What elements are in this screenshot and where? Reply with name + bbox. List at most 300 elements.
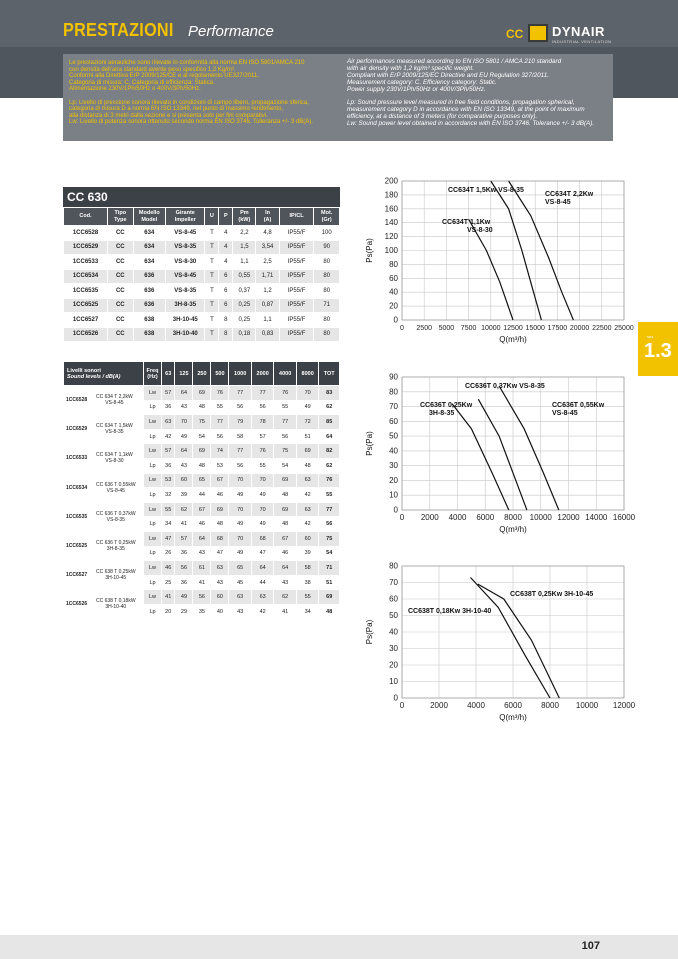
sound-cell: 49: [251, 517, 274, 532]
sound-cell: 69: [274, 502, 297, 517]
spec-cell: 3H-8-35: [166, 298, 205, 313]
sound-cell: 75: [274, 444, 297, 459]
sound-cell: 83: [319, 386, 340, 401]
spec-cell: 6: [219, 298, 233, 313]
sound-model-line2: VS-8-30: [105, 458, 124, 465]
sound-cell: 43: [211, 575, 229, 590]
spec-cell: T: [205, 298, 219, 313]
sound-cell: 63: [211, 561, 229, 576]
sound-model-cell: [64, 590, 144, 619]
sound-cell: 48: [296, 458, 319, 473]
sound-level-type: Lp: [144, 429, 162, 444]
series-label: CC634T 1,5Kw VS-8-35: [448, 187, 524, 194]
sound-cell: 60: [211, 590, 229, 605]
sound-cell: 76: [211, 386, 229, 401]
sound-cell: 75: [319, 531, 340, 546]
y-tick-label: 40: [389, 446, 398, 456]
sound-cell: 62: [319, 400, 340, 415]
sound-model: [96, 394, 133, 406]
spec-cell: VS-8-35: [166, 284, 205, 299]
sound-level-type: Lp: [144, 546, 162, 561]
series-label-line2: 3H-8-35: [429, 410, 455, 417]
series-label-line2: VS-8-45: [552, 410, 578, 417]
spec-col-header-line1: Tipo: [114, 210, 127, 216]
sound-model: [96, 569, 136, 581]
sound-cell: 43: [274, 575, 297, 590]
spec-cell: CC: [108, 269, 134, 284]
note-it-line: alla distanza di 3 metri dalla sezione e si presenta solo per fini comparativi.: [69, 112, 268, 119]
sound-cell: 79: [229, 415, 252, 430]
sound-cell: 42: [296, 517, 319, 532]
sound-cell: 54: [193, 429, 211, 444]
spec-col-header-line2: (Gr): [321, 216, 332, 223]
sound-model: [96, 511, 136, 523]
series-label: CC634T 2,2Kw: [545, 191, 594, 198]
sound-cell: 64: [274, 561, 297, 576]
sound-cell: 85: [319, 415, 340, 430]
sound-model-line2: VS-8-35: [105, 429, 124, 436]
spec-cell: 1CC6526: [64, 327, 108, 342]
x-tick-label: 0: [399, 513, 405, 522]
y-tick-label: 140: [384, 218, 398, 228]
spec-col-header-line1: Mot.: [321, 210, 333, 216]
sound-model: [96, 423, 133, 435]
spec-cell: T: [205, 240, 219, 255]
spec-cell: 634: [133, 240, 165, 255]
sound-cell: 51: [319, 575, 340, 590]
sound-cell: 74: [211, 444, 229, 459]
table-row: [64, 284, 340, 299]
sound-cell: 69: [193, 444, 211, 459]
sound-cell: 55: [319, 488, 340, 503]
sound-model-cell: [64, 386, 144, 415]
x-tick-label: 2000: [420, 513, 439, 522]
sound-cell: 70: [229, 531, 252, 546]
sound-cell: 56: [274, 429, 297, 444]
series-label: CC: [506, 27, 524, 41]
sound-level-type: Lw: [144, 531, 162, 546]
table-row: [64, 473, 340, 488]
x-tick-label: 16000: [612, 513, 636, 522]
sound-cell: 76: [319, 473, 340, 488]
sound-cell: 56: [251, 400, 274, 415]
band-header: 8000: [296, 362, 319, 386]
spec-cell: 1,5: [233, 240, 256, 255]
sound-cell: 49: [229, 546, 252, 561]
sound-cell: 38: [296, 575, 319, 590]
y-tick-label: 10: [389, 490, 398, 500]
brand-name: DYNAIR: [552, 24, 605, 39]
section-number: 1.3: [644, 340, 672, 362]
spec-col-header: [108, 208, 134, 226]
y-tick-label: 60: [389, 594, 398, 604]
y-tick-label: 100: [384, 246, 398, 255]
sound-model-line2: 3H-8-35: [106, 546, 125, 553]
note-it-line: Alimentazione 230V/1Ph/50Hz o 400V/3Ph/50Hz.: [69, 86, 201, 93]
sound-level-type: Lp: [144, 488, 162, 503]
spec-col-header: [314, 208, 340, 226]
spec-cell: 638: [133, 313, 165, 328]
sound-cell: 70: [251, 473, 274, 488]
spec-cell: 2,5: [256, 255, 279, 270]
table-row: [64, 269, 340, 284]
sound-cell: 42: [162, 429, 175, 444]
series-label-line2: VS-8-45: [545, 199, 571, 206]
spec-col-header: [219, 208, 233, 226]
note-en-line: Lw: Sound power level obtained in accordance with EN ISO 3746. Tolerance +/- 3 dB(A).: [347, 120, 595, 128]
spec-col-header: [166, 208, 205, 226]
sound-cell: 70: [251, 502, 274, 517]
sound-cell: 44: [193, 488, 211, 503]
sound-model-cell: [64, 561, 144, 590]
spec-col-header-line1: In: [265, 210, 270, 216]
spec-col-header: [233, 208, 256, 226]
y-tick-label: 20: [389, 475, 398, 485]
band-header: TOT: [319, 362, 340, 386]
sound-cell: 67: [193, 502, 211, 517]
spec-table-title: CC 630: [63, 187, 340, 207]
spec-cell: 0,55: [233, 269, 256, 284]
spec-cell: 638: [133, 327, 165, 342]
sound-cell: 63: [296, 502, 319, 517]
x-tick-label: 0: [399, 701, 405, 710]
spec-cell: T: [205, 269, 219, 284]
sound-cell: 43: [193, 546, 211, 561]
spec-cell: T: [205, 327, 219, 342]
sound-model-line2: VS-8-45: [106, 487, 125, 494]
sound-cell: 77: [211, 415, 229, 430]
sound-cell: 49: [175, 590, 193, 605]
spec-cell: 80: [314, 313, 340, 328]
x-axis-label: Q(m³/h): [499, 713, 527, 722]
x-tick-label: 4000: [448, 513, 467, 522]
page-title: PRESTAZIONI: [63, 20, 174, 40]
spec-cell: 636: [133, 298, 165, 313]
table-row: [64, 298, 340, 313]
table-row: [64, 502, 340, 517]
sound-cell: 42: [251, 604, 274, 619]
table-row: [64, 313, 340, 328]
x-tick-label: 17500: [547, 325, 568, 332]
sound-cell: 77: [251, 386, 274, 401]
sound-level-type: Lw: [144, 444, 162, 459]
sound-model-line1: CC 634 T 1,5kW: [96, 423, 133, 430]
sound-cell: 82: [319, 444, 340, 459]
sound-cell: 70: [175, 415, 193, 430]
sound-cell: 49: [229, 517, 252, 532]
chart-3: [360, 556, 636, 731]
sound-cell: 63: [229, 590, 252, 605]
sound-cell: 64: [175, 386, 193, 401]
sound-cell: 64: [193, 531, 211, 546]
sound-cell: 56: [319, 517, 340, 532]
sound-model: [96, 482, 136, 494]
sound-cell: 65: [193, 473, 211, 488]
sound-cell: 55: [162, 502, 175, 517]
sound-cell: 43: [229, 604, 252, 619]
spec-cell: 634: [133, 226, 165, 241]
spec-cell: T: [205, 284, 219, 299]
spec-col-header-line1: U: [209, 213, 214, 220]
sound-cell: 57: [175, 531, 193, 546]
spec-cell: 0,18: [233, 327, 256, 342]
spec-cell: 71: [314, 298, 340, 313]
spec-cell: T: [205, 313, 219, 328]
page-number: 107: [581, 940, 600, 952]
spec-cell: T: [205, 255, 219, 270]
sound-cell: 60: [296, 531, 319, 546]
spec-cell: IP55/F: [279, 240, 314, 255]
sound-level-type: Lp: [144, 604, 162, 619]
y-tick-label: 50: [389, 611, 398, 620]
spec-col-header-line1: IP/CL: [289, 213, 304, 220]
sound-cell: 70: [229, 502, 252, 517]
sound-cell: 39: [296, 546, 319, 561]
spec-cell: 634: [133, 255, 165, 270]
spec-col-header-line1: P: [223, 213, 228, 220]
note-it-line: categoria di misura D a norma EN ISO 13349, nel punto di massimo rendimento,: [69, 106, 284, 113]
sound-cell: 48: [193, 458, 211, 473]
spec-cell: VS-8-45: [166, 269, 205, 284]
sound-model-line2: VS-8-35: [106, 516, 125, 523]
section-tab: [638, 322, 678, 376]
spec-cell: CC: [108, 284, 134, 299]
sound-cell: 49: [229, 488, 252, 503]
sound-code: 1CC6525: [66, 543, 88, 550]
sound-cell: 69: [211, 502, 229, 517]
y-tick-label: 20: [389, 660, 398, 670]
sound-code: 1CC6533: [66, 455, 88, 462]
spec-col-header-line1: Pm: [240, 210, 249, 216]
spec-col-header-line2: (A): [263, 216, 272, 223]
sound-cell: 70: [296, 386, 319, 401]
y-tick-label: 180: [384, 190, 398, 200]
spec-table: [63, 187, 340, 342]
sound-cell: 49: [175, 429, 193, 444]
sound-cell: 40: [211, 604, 229, 619]
sound-cell: 56: [211, 429, 229, 444]
sound-code: 1CC6526: [66, 601, 88, 608]
x-tick-label: 22500: [592, 325, 612, 332]
sound-cell: 25: [162, 575, 175, 590]
spec-cell: IP55/F: [279, 313, 314, 328]
y-tick-label: 0: [393, 505, 398, 515]
spec-cell: 1CC6525: [64, 298, 108, 313]
spec-cell: IP55/F: [279, 327, 314, 342]
y-tick-label: 10: [389, 677, 398, 686]
sound-cell: 43: [175, 458, 193, 473]
sound-model: [96, 598, 136, 610]
section-small-label: sez.: [647, 334, 655, 339]
sound-model-cell: [64, 444, 144, 473]
x-axis-label: Q(m³/h): [499, 525, 527, 534]
sound-model-line1: CC 638 T 0,18kW: [96, 598, 136, 605]
sound-model: [96, 540, 136, 552]
band-header: 2000: [251, 362, 274, 386]
note-en-line: Air performances measured according to EN ISO 5801 / AMCA 210 standard: [347, 58, 562, 65]
sound-code: 1CC6528: [66, 397, 88, 404]
spec-cell: 0,25: [233, 298, 256, 313]
sound-model-line2: 3H-10-45: [105, 575, 127, 582]
table-row: [64, 255, 340, 270]
sound-cell: 67: [211, 473, 229, 488]
sound-cell: 56: [229, 400, 252, 415]
sound-cell: 46: [193, 517, 211, 532]
spec-cell: IP55/F: [279, 284, 314, 299]
band-header: 125: [175, 362, 193, 386]
series-line: [478, 399, 527, 510]
sound-cell: 32: [162, 488, 175, 503]
sound-model-cell: [64, 473, 144, 502]
note-it-line: Lp: Livello di pressione sonora rilevato in condizioni di campo libero, propagazione sferica,: [69, 99, 309, 106]
x-tick-label: 5000: [438, 325, 455, 332]
spec-col-header-line2: Type: [114, 216, 127, 223]
series-label: CC636T 0,55Kw: [552, 402, 605, 409]
table-row: [64, 327, 340, 342]
spec-cell: 1,2: [256, 284, 279, 299]
sound-model-cell: [64, 531, 144, 560]
spec-cell: 6: [219, 284, 233, 299]
spec-cell: 4: [219, 240, 233, 255]
sound-cell: 77: [229, 386, 252, 401]
spec-cell: 636: [133, 284, 165, 299]
spec-cell: 1,71: [256, 269, 279, 284]
sound-model-cell: [64, 415, 144, 444]
series-line: [499, 386, 559, 510]
spec-cell: 80: [314, 269, 340, 284]
sound-level-type: Lp: [144, 458, 162, 473]
y-tick-label: 40: [389, 287, 398, 297]
spec-cell: 80: [314, 327, 340, 342]
sound-cell: 45: [229, 575, 252, 590]
sound-cell: 69: [193, 386, 211, 401]
sound-cell: 55: [274, 400, 297, 415]
page-subtitle: Performance: [188, 23, 274, 40]
sound-cell: 64: [175, 444, 193, 459]
spec-cell: 0,25: [233, 313, 256, 328]
sound-cell: 63: [296, 473, 319, 488]
sound-cell: 63: [162, 415, 175, 430]
x-tick-label: 8000: [541, 701, 559, 710]
spec-cell: 8: [219, 313, 233, 328]
spec-col-header-line1: Cod.: [79, 213, 92, 220]
note-en-line: efficiency, at a distance of 3 meters (for comparative purposes only).: [347, 113, 538, 121]
spec-col-header-line1: Modello: [138, 210, 160, 216]
y-tick-label: 50: [389, 431, 398, 441]
sound-cell: 72: [296, 415, 319, 430]
spec-col-header: [256, 208, 279, 226]
sound-level-type: Lw: [144, 386, 162, 401]
sound-cell: 75: [193, 415, 211, 430]
sound-cell: 60: [175, 473, 193, 488]
band-header: 1000: [229, 362, 252, 386]
sound-cell: 58: [296, 561, 319, 576]
sound-cell: 41: [162, 590, 175, 605]
sound-cell: 47: [162, 531, 175, 546]
spec-cell: CC: [108, 226, 134, 241]
spec-cell: 1CC6535: [64, 284, 108, 299]
sound-cell: 69: [319, 590, 340, 605]
spec-cell: 1CC6534: [64, 269, 108, 284]
note-en-line: measurement category D in accordance with EN ISO 13349, at the point of maximum: [347, 106, 585, 114]
sound-cell: 49: [251, 488, 274, 503]
sound-model-line2: 3H-10-40: [105, 604, 127, 611]
table-row: [64, 415, 340, 430]
table-row: [64, 240, 340, 255]
x-tick-label: 6000: [504, 701, 522, 710]
sound-cell: 65: [229, 561, 252, 576]
sound-cell: 56: [229, 458, 252, 473]
sound-cell: 58: [229, 429, 252, 444]
spec-col-header: [205, 208, 219, 226]
sound-cell: 64: [251, 561, 274, 576]
x-tick-label: 10000: [575, 701, 599, 710]
sound-cell: 42: [296, 488, 319, 503]
sound-cell: 76: [251, 444, 274, 459]
y-tick-label: 0: [393, 693, 398, 703]
sound-cell: 35: [193, 604, 211, 619]
spec-cell: VS-8-35: [166, 240, 205, 255]
table-row: [64, 226, 340, 241]
series-label-line2: VS-8-30: [467, 227, 493, 234]
sound-cell: 77: [229, 444, 252, 459]
sound-model-line1: CC 636 T 0,25kW: [96, 540, 136, 547]
y-tick-label: 20: [389, 301, 398, 311]
y-tick-label: 80: [389, 561, 398, 571]
sound-cell: 61: [193, 561, 211, 576]
chart-2: [360, 366, 636, 541]
sound-cell: 34: [296, 604, 319, 619]
spec-col-header: [133, 208, 165, 226]
y-tick-label: 30: [389, 644, 398, 653]
sound-model-line2: VS-8-45: [105, 400, 124, 407]
spec-cell: 1,1: [256, 313, 279, 328]
y-tick-label: 80: [389, 259, 398, 269]
sound-cell: 48: [211, 517, 229, 532]
spec-cell: 1CC6527: [64, 313, 108, 328]
x-tick-label: 20000: [569, 325, 590, 332]
sound-cell: 48: [319, 604, 340, 619]
sound-cell: 36: [162, 400, 175, 415]
spec-cell: 3H-10-45: [166, 313, 205, 328]
series-line: [478, 584, 559, 698]
sound-model-line1: CC 636 T 0,37kW: [96, 510, 136, 517]
x-tick-label: 0: [400, 325, 404, 332]
sound-cell: 62: [175, 502, 193, 517]
spec-cell: 2,2: [233, 226, 256, 241]
sound-model-line1: CC 634 T 1,1kW: [96, 452, 133, 459]
spec-cell: 0,83: [256, 327, 279, 342]
sound-level-type: Lw: [144, 473, 162, 488]
spec-cell: 1CC6528: [64, 226, 108, 241]
x-tick-label: 10000: [481, 325, 501, 332]
band-header: 4000: [274, 362, 297, 386]
spec-cell: 80: [314, 255, 340, 270]
notes-box: [63, 54, 613, 141]
sound-cell: 57: [162, 386, 175, 401]
spec-cell: VS-8-45: [166, 226, 205, 241]
sound-cell: 77: [274, 415, 297, 430]
sound-cell: 20: [162, 604, 175, 619]
table-row: [64, 386, 340, 401]
spec-cell: 100: [314, 226, 340, 241]
x-tick-label: 12500: [503, 325, 523, 332]
series-label: CC636T 0,25Kw: [420, 402, 473, 409]
sound-cell: 77: [319, 502, 340, 517]
spec-cell: IP55/F: [279, 226, 314, 241]
note-it-line: Lw: Livello di potenza sonora ottenuto secondo norma EN ISO 3746. Tolleranza +/- 3 dB(A).: [69, 119, 313, 126]
spec-cell: CC: [108, 313, 134, 328]
